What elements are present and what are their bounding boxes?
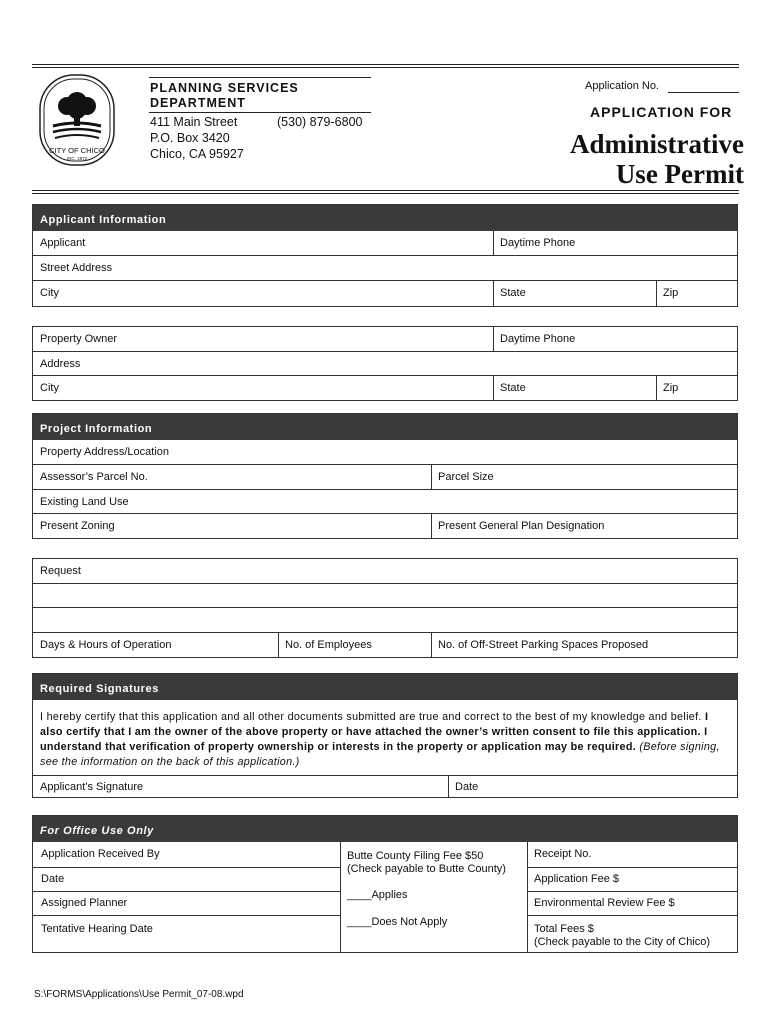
- owner-row: [33, 327, 737, 352]
- form-title-line2: Use Permit: [615, 159, 744, 189]
- required-signatures-header: Required Signatures: [33, 674, 737, 700]
- parcel-row: [33, 465, 737, 490]
- receipt-no-field[interactable]: Receipt No.: [534, 848, 592, 860]
- owner-address-field[interactable]: Address: [40, 358, 81, 370]
- request-section: [32, 558, 738, 658]
- applicant-signature-field[interactable]: Applicant’s Signature: [40, 781, 144, 793]
- signature-date-field[interactable]: Date: [455, 781, 479, 793]
- operations-row: [33, 633, 737, 658]
- fee-does-not-apply-option[interactable]: ____Does Not Apply: [347, 916, 448, 928]
- dept-top-line: [149, 77, 371, 78]
- received-by-field[interactable]: Application Received By: [41, 848, 160, 860]
- dept-bottom-line: [149, 112, 371, 113]
- applicant-information-section: [32, 204, 738, 307]
- land-use-row: [33, 490, 737, 514]
- applicant-city-row: [33, 281, 737, 307]
- owner-state-field[interactable]: State: [500, 382, 526, 394]
- fee-applies-option[interactable]: ____Applies: [347, 889, 408, 901]
- request-field[interactable]: Request: [40, 565, 81, 577]
- assessor-parcel-no-field[interactable]: Assessor’s Parcel No.: [40, 471, 148, 483]
- application-number-label: Application No.: [585, 80, 659, 92]
- dept-name-line2: DEPARTMENT: [150, 96, 246, 110]
- butte-filing-fee-label: Butte County Filing Fee $50: [347, 850, 484, 862]
- property-address-field[interactable]: Property Address/Location: [40, 446, 170, 458]
- owner-zip-field[interactable]: Zip: [663, 382, 679, 394]
- applicant-information-header: Applicant Information: [33, 205, 737, 231]
- signature-row: [33, 775, 737, 798]
- office-use-header: For Office Use Only: [33, 816, 737, 842]
- application-for-label: APPLICATION FOR: [590, 104, 733, 120]
- employees-field[interactable]: No. of Employees: [285, 639, 372, 651]
- project-information-header: Project Information: [33, 414, 737, 440]
- request-row: [33, 559, 737, 584]
- parking-spaces-field[interactable]: No. of Off-Street Parking Spaces Proposed: [438, 639, 649, 651]
- application-number-field[interactable]: [668, 92, 739, 93]
- top-rule: [32, 64, 739, 68]
- header-bottom-rule: [32, 190, 739, 194]
- office-date-row: [33, 867, 340, 892]
- applicant-street-row: [33, 256, 737, 281]
- env-review-fee-row: [527, 891, 737, 916]
- applicant-zip-field[interactable]: Zip: [663, 287, 679, 299]
- certification-text: [40, 710, 729, 770]
- hearing-date-field[interactable]: Tentative Hearing Date: [41, 923, 153, 935]
- days-hours-field[interactable]: Days & Hours of Operation: [40, 639, 172, 651]
- application-fee-field[interactable]: Application Fee $: [534, 873, 619, 885]
- general-plan-designation-field[interactable]: Present General Plan Designation: [438, 520, 605, 532]
- seal-inc-year: INC. 1872: [66, 156, 88, 161]
- city-seal-logo: [39, 74, 115, 166]
- request-line-2[interactable]: [33, 584, 737, 608]
- form-title-line1: Administrative: [570, 129, 744, 159]
- certification-part3: (Before signing, see the information on the back of this application.): [40, 741, 720, 768]
- office-use-section: [32, 815, 738, 953]
- project-information-section: [32, 413, 738, 539]
- dept-po-box: P.O. Box 3420: [150, 131, 230, 145]
- butte-payable-note: (Check payable to Butte County): [347, 863, 506, 875]
- required-signatures-section: [32, 673, 738, 798]
- total-fees-row: [527, 915, 737, 952]
- request-line-3[interactable]: [33, 608, 737, 633]
- applicant-field[interactable]: Applicant: [40, 237, 86, 249]
- hearing-date-row: [33, 915, 340, 952]
- owner-address-row: [33, 352, 737, 376]
- zoning-row: [33, 514, 737, 539]
- applicant-row: [33, 231, 737, 256]
- env-review-fee-field[interactable]: Environmental Review Fee $: [534, 897, 675, 909]
- total-payable-note: (Check payable to the City of Chico): [534, 936, 711, 948]
- applicant-state-field[interactable]: State: [500, 287, 526, 299]
- footer-file-path: S:\FORMS\Applications\Use Permit_07-08.wpd: [34, 989, 244, 1000]
- dept-name-line1: PLANNING SERVICES: [150, 81, 299, 95]
- property-owner-field[interactable]: Property Owner: [40, 333, 118, 345]
- application-fee-row: [527, 867, 737, 892]
- present-zoning-field[interactable]: Present Zoning: [40, 520, 115, 532]
- applicant-daytime-phone-field[interactable]: Daytime Phone: [500, 237, 576, 249]
- applicant-street-address-field[interactable]: Street Address: [40, 262, 113, 274]
- certification-part2: I also certify that I am the owner of the above property or have attached the owner’s written consent to file this application. I understand that verification of property ownership or interests in the property or application may be required.: [40, 711, 709, 753]
- owner-city-field[interactable]: City: [40, 382, 59, 394]
- receipt-no-row: [527, 842, 737, 868]
- dept-street: 411 Main Street: [150, 115, 238, 129]
- owner-daytime-phone-field[interactable]: Daytime Phone: [500, 333, 576, 345]
- property-address-row: [33, 440, 737, 465]
- assigned-planner-row: [33, 891, 340, 916]
- total-fees-field[interactable]: Total Fees $: [534, 923, 594, 935]
- dept-city-state-zip: Chico, CA 95927: [150, 147, 244, 161]
- seal-city-name: CITY OF CHICO: [49, 146, 105, 155]
- existing-land-use-field[interactable]: Existing Land Use: [40, 496, 129, 508]
- applicant-city-field[interactable]: City: [40, 287, 59, 299]
- dept-phone: (530) 879-6800: [277, 115, 363, 129]
- parcel-size-field[interactable]: Parcel Size: [438, 471, 494, 483]
- assigned-planner-field[interactable]: Assigned Planner: [41, 897, 128, 909]
- office-date-field[interactable]: Date: [41, 873, 65, 885]
- received-by-row: [33, 842, 340, 868]
- owner-city-row: [33, 376, 737, 401]
- certification-part1: I hereby certify that this application and all other documents submitted are true and correct to the best of my knowledge and belief.: [40, 711, 702, 723]
- property-owner-section: [32, 326, 738, 401]
